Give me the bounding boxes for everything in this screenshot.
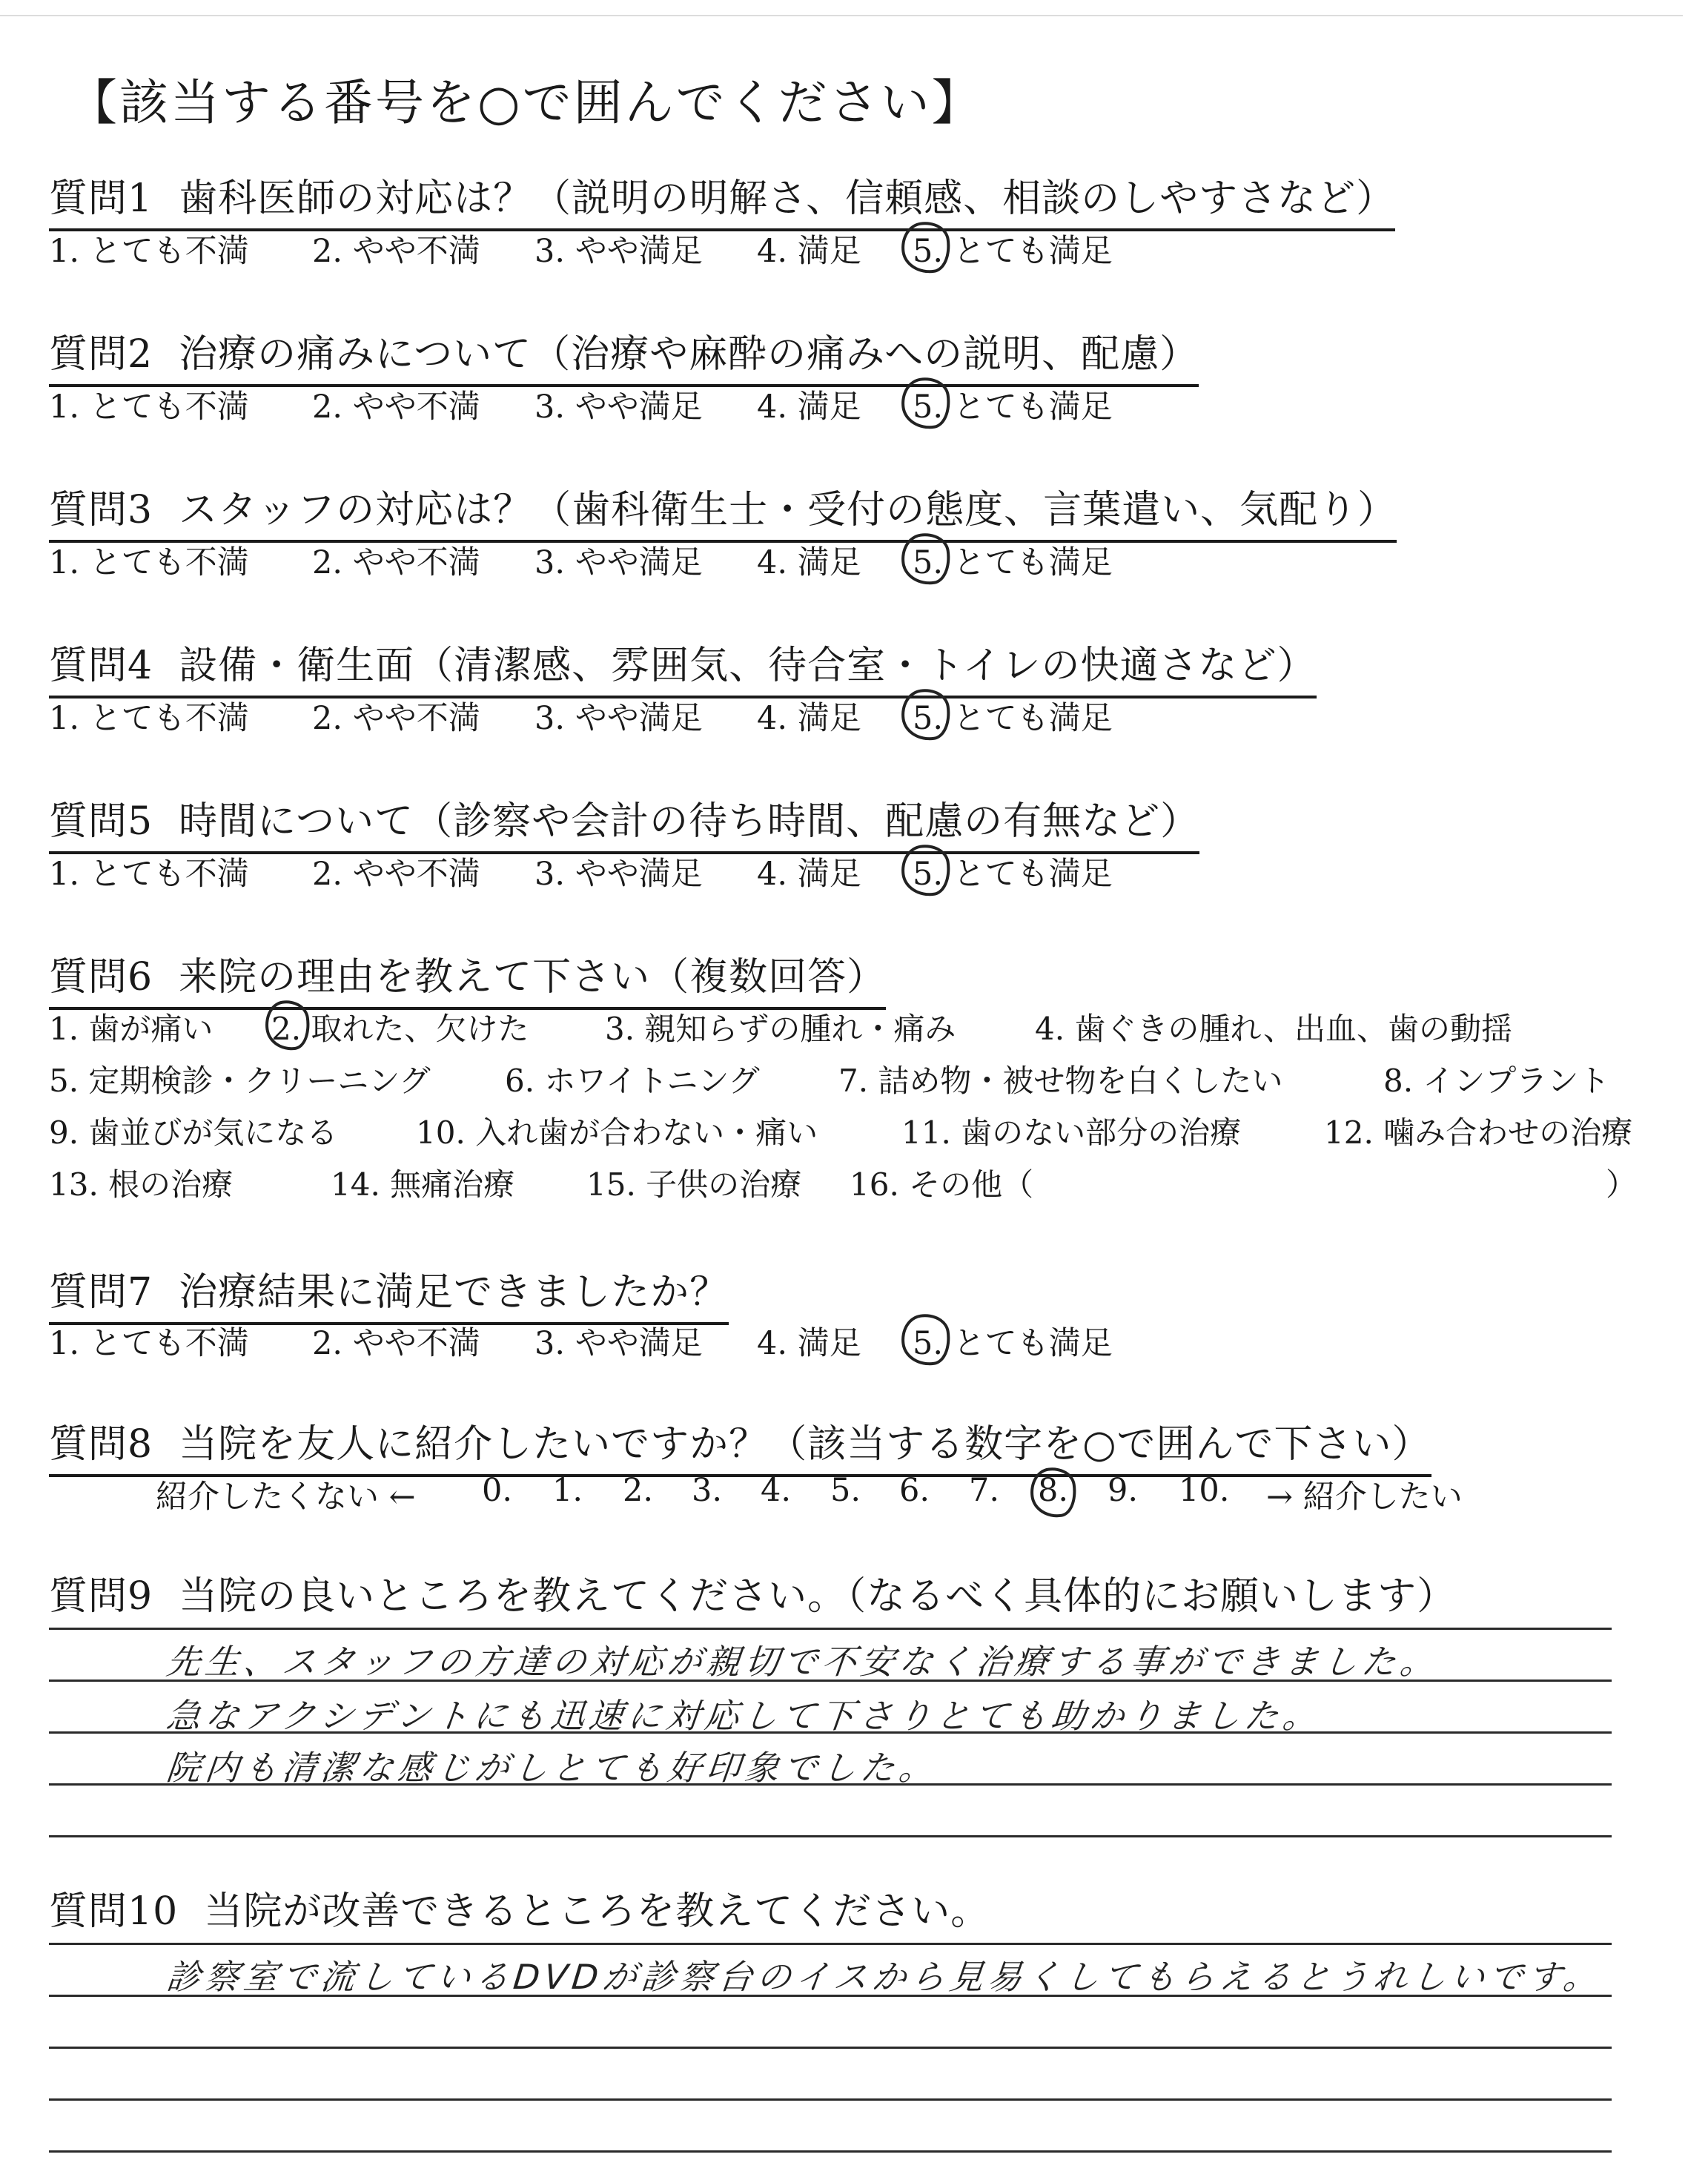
question-7-title <box>49 1261 729 1325</box>
scale-number[interactable]: 0. <box>482 1472 513 1509</box>
answer-line <box>49 1731 1612 1734</box>
option-3[interactable]: 3. やや満足 <box>534 1325 703 1362</box>
scale-number[interactable]: 1. <box>552 1472 583 1509</box>
question-label: 質問6 <box>49 955 153 1000</box>
q9-answer-line-1: 先生、スタッフの方達の対応が親切で不安なく治療する事ができました。 <box>164 1642 1441 1682</box>
question-text: 当院の良いところを教えてください。（なるべく具体的にお願いします） <box>179 1574 1457 1619</box>
question-label: 質問7 <box>49 1270 153 1315</box>
answer-line <box>49 1943 1612 1945</box>
option-1[interactable]: 1. とても不満 <box>49 700 249 737</box>
page-title: 【該当する番号を○で囲んでください】 <box>68 74 983 131</box>
scale-number[interactable]: 7. <box>969 1472 1000 1509</box>
reason-option[interactable]: 1. 歯が痛い <box>49 1011 214 1047</box>
option-2[interactable]: 2. やや不満 <box>312 1325 480 1362</box>
option-5[interactable]: 5. とても満足 <box>913 544 1113 581</box>
question-label: 質問9 <box>49 1574 153 1619</box>
scale-number[interactable]: 3. <box>692 1472 723 1509</box>
reason-option[interactable]: 5. 定期検診・クリーニング <box>49 1063 431 1099</box>
option-3[interactable]: 3. やや満足 <box>534 544 703 581</box>
option-2[interactable]: 2. やや不満 <box>312 856 480 893</box>
question-4-title <box>49 634 1317 698</box>
reason-option[interactable]: 3. 親知らずの腫れ・痛み <box>605 1011 956 1047</box>
option-3[interactable]: 3. やや満足 <box>534 389 703 426</box>
scale-number[interactable]: 6. <box>899 1472 930 1509</box>
reason-option[interactable]: 8. インプラント <box>1383 1063 1610 1099</box>
scale-left-label: 紹介したくない ← <box>156 1479 416 1516</box>
option-4[interactable]: 4. 満足 <box>757 389 861 426</box>
reason-option[interactable]: 9. 歯並びが気になる <box>49 1114 338 1151</box>
option-1[interactable]: 1. とても不満 <box>49 233 249 270</box>
scale-number[interactable]: 4. <box>761 1472 792 1509</box>
question-label: 質問5 <box>49 799 153 844</box>
question-text: 歯科医師の対応は？（説明の明解さ、信頼感、相談のしやすさなど） <box>179 176 1396 221</box>
question-text: 当院を友人に紹介したいですか？（該当する数字を○で囲んで下さい） <box>179 1422 1431 1467</box>
answer-line <box>49 2150 1612 2153</box>
question-6-title <box>49 945 886 1010</box>
reason-option[interactable]: 12. 噛み合わせの治療 <box>1324 1114 1633 1151</box>
reason-option[interactable]: 14. 無痛治療 <box>331 1166 515 1203</box>
answer-line <box>49 1995 1612 1997</box>
scale-number[interactable]: 5. <box>830 1472 861 1509</box>
scale-number[interactable]: 9. <box>1108 1472 1139 1509</box>
question-text: 当院が改善できるところを教えてください。 <box>204 1889 990 1934</box>
question-label: 質問10 <box>49 1889 179 1934</box>
reason-option[interactable]: 13. 根の治療 <box>49 1166 234 1203</box>
question-text: 設備・衛生面（清潔感、雰囲気、待合室・トイレの快適さなど） <box>179 644 1317 688</box>
scale-number[interactable]: 8. <box>1038 1472 1069 1509</box>
reason-option[interactable]: 15. 子供の治療 <box>586 1166 802 1203</box>
reason-option[interactable]: 10. 入れ歯が合わない・痛い <box>416 1114 818 1151</box>
reason-option[interactable]: 4. 歯ぐきの腫れ、出血、歯の動揺 <box>1035 1011 1512 1047</box>
question-2-title <box>49 323 1199 387</box>
question-label: 質問8 <box>49 1422 153 1467</box>
reason-option[interactable]: 7. 詰め物・被せ物を白くしたい <box>838 1063 1283 1099</box>
q9-answer-line-2: 急なアクシデントにも迅速に対応して下さりとても助かりました。 <box>164 1696 1324 1736</box>
answer-line <box>49 2047 1612 2049</box>
option-1[interactable]: 1. とても不満 <box>49 544 249 581</box>
question-8-title <box>49 1413 1431 1477</box>
question-label: 質問1 <box>49 176 153 221</box>
question-10-title <box>49 1880 990 1941</box>
question-text: 時間について（診察や会計の待ち時間、配慮の有無など） <box>179 799 1200 844</box>
question-text: スタッフの対応は？（歯科衛生士・受付の態度、言葉遣い、気配り） <box>179 488 1397 532</box>
q9-answer-line-3: 院内も清潔な感じがしとても好印象でした。 <box>164 1748 940 1788</box>
page-top-edge <box>0 15 1683 16</box>
scale-number[interactable]: 10. <box>1179 1472 1230 1509</box>
answer-line <box>49 1835 1612 1837</box>
answer-line <box>49 1680 1612 1682</box>
question-3-title <box>49 478 1397 543</box>
answer-line <box>49 2098 1612 2101</box>
option-5[interactable]: 5. とても満足 <box>913 856 1113 893</box>
reason-option[interactable]: 11. 歯のない部分の治療 <box>901 1114 1242 1151</box>
answer-line <box>49 1783 1612 1786</box>
option-2[interactable]: 2. やや不満 <box>312 700 480 737</box>
reason-close-paren: ） <box>1606 1166 1638 1203</box>
question-text: 来院の理由を教えて下さい（複数回答） <box>179 955 887 1000</box>
reason-option[interactable]: 6. ホワイトニング <box>505 1063 760 1099</box>
option-3[interactable]: 3. やや満足 <box>534 856 703 893</box>
option-4[interactable]: 4. 満足 <box>757 233 861 270</box>
option-2[interactable]: 2. やや不満 <box>312 544 480 581</box>
question-label: 質問4 <box>49 644 153 688</box>
option-2[interactable]: 2. やや不満 <box>312 389 480 426</box>
question-9-title <box>49 1565 1456 1626</box>
question-label: 質問2 <box>49 332 153 377</box>
reason-option[interactable]: 16. その他（ <box>850 1166 1034 1203</box>
option-4[interactable]: 4. 満足 <box>757 700 861 737</box>
option-1[interactable]: 1. とても不満 <box>49 856 249 893</box>
question-text: 治療の痛みについて（治療や麻酔の痛みへの説明、配慮） <box>179 332 1199 377</box>
answer-line <box>49 1628 1612 1630</box>
question-text: 治療結果に満足できましたか？ <box>179 1270 729 1315</box>
option-5[interactable]: 5. とても満足 <box>913 389 1113 426</box>
option-3[interactable]: 3. やや満足 <box>534 700 703 737</box>
option-1[interactable]: 1. とても不満 <box>49 1325 249 1362</box>
scale-right-label: → 紹介したい <box>1266 1479 1463 1516</box>
question-1-title <box>49 167 1395 231</box>
q10-answer-line-1: 診察室で流しているDVDが診察台のイスから見易くしてもらえるとうれしいです。 <box>164 1957 1604 1997</box>
option-4[interactable]: 4. 満足 <box>757 544 861 581</box>
option-3[interactable]: 3. やや満足 <box>534 233 703 270</box>
option-4[interactable]: 4. 満足 <box>757 1325 861 1362</box>
option-5[interactable]: 5. とても満足 <box>913 1325 1113 1362</box>
option-4[interactable]: 4. 満足 <box>757 856 861 893</box>
option-5[interactable]: 5. とても満足 <box>913 233 1113 270</box>
option-5[interactable]: 5. とても満足 <box>913 700 1113 737</box>
question-5-title <box>49 790 1199 854</box>
question-label: 質問3 <box>49 488 153 532</box>
reason-option[interactable]: 2. 取れた、欠けた <box>271 1011 529 1047</box>
scale-number[interactable]: 2. <box>623 1472 654 1509</box>
option-1[interactable]: 1. とても不満 <box>49 389 249 426</box>
option-2[interactable]: 2. やや不満 <box>312 233 480 270</box>
